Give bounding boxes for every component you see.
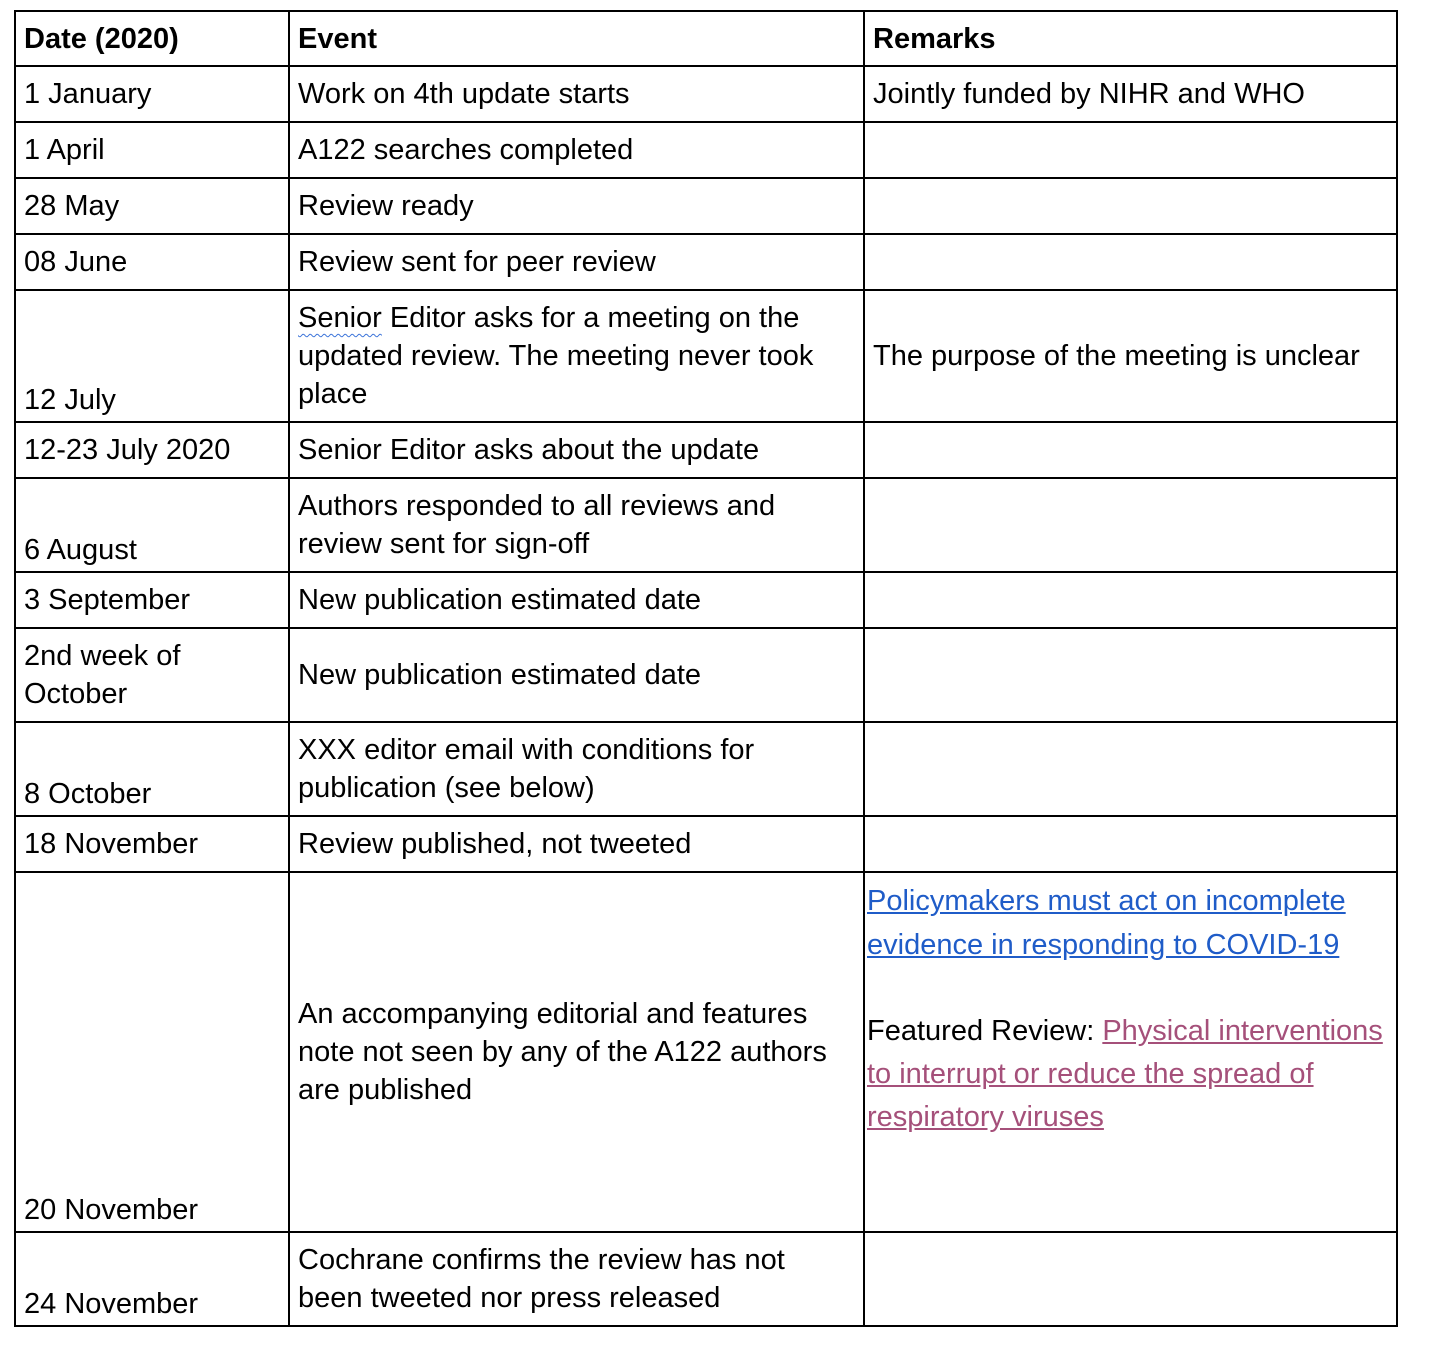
remarks-cell [864,572,1397,628]
date-cell: 3 September [15,572,289,628]
header-row [15,11,1397,66]
event-cell: Work on 4th update starts [289,66,864,122]
event-cell: Cochrane confirms the review has not been tweeted nor press released [289,1232,864,1326]
event-text: Editor asks for a meeting on the updated review. The meeting never took place [298,302,814,410]
header-event: Event [289,11,864,66]
event-cell [289,290,864,422]
table-row [15,572,1397,628]
event-cell: An accompanying editorial and features note not seen by any of the A122 authors are published [289,872,864,1232]
remarks-cell [864,122,1397,178]
table-row [15,290,1397,422]
date-cell: 24 November [15,1232,289,1326]
event-cell: Review sent for peer review [289,234,864,290]
spellcheck-word[interactable]: Senior [298,302,382,334]
remarks-cell [864,628,1397,722]
event-cell: Review published, not tweeted [289,816,864,872]
event-cell: New publication estimated date [289,628,864,722]
table-row [15,872,1397,1232]
remarks-cell [864,872,1397,1232]
remarks-cell [864,722,1397,816]
table-row [15,66,1397,122]
date-cell: 28 May [15,178,289,234]
date-cell: 6 August [15,478,289,572]
table-row [15,1232,1397,1326]
date-cell: 08 June [15,234,289,290]
event-cell: A122 searches completed [289,122,864,178]
date-cell: 8 October [15,722,289,816]
event-cell: XXX editor email with conditions for publication (see below) [289,722,864,816]
date-cell: 12 July [15,290,289,422]
date-cell: 2nd week of October [15,628,289,722]
event-cell: Review ready [289,178,864,234]
date-cell: 18 November [15,816,289,872]
event-cell: New publication estimated date [289,572,864,628]
date-cell: 1 January [15,66,289,122]
event-cell: Senior Editor asks about the update [289,422,864,478]
table-row [15,122,1397,178]
remarks-cell: The purpose of the meeting is unclear [864,290,1397,422]
featured-review-label: Featured Review: [867,1015,1103,1047]
remarks-cell [864,1232,1397,1326]
date-cell: 12-23 July 2020 [15,422,289,478]
remarks-cell [864,816,1397,872]
table-row [15,178,1397,234]
header-remarks: Remarks [864,11,1397,66]
remarks-cell [864,234,1397,290]
table-row [15,816,1397,872]
table-row [15,478,1397,572]
date-cell: 1 April [15,122,289,178]
editorial-link[interactable]: Policymakers must act on incomplete evidence in responding to COVID-19 [867,885,1346,961]
remarks-cell [864,422,1397,478]
table-row [15,722,1397,816]
featured-review-text [867,1010,1390,1139]
header-date: Date (2020) [15,11,289,66]
event-cell: Authors responded to all reviews and review sent for sign-off [289,478,864,572]
table-row [15,234,1397,290]
remarks-cell: Jointly funded by NIHR and WHO [864,66,1397,122]
table-row [15,628,1397,722]
table-row [15,422,1397,478]
featured-review-link[interactable]: Physical interventions to interrupt or reduce the spread of respiratory viruses [867,1015,1383,1133]
remarks-cell [864,178,1397,234]
date-cell: 20 November [15,872,289,1232]
timeline-table [14,10,1398,1327]
remarks-cell [864,478,1397,572]
